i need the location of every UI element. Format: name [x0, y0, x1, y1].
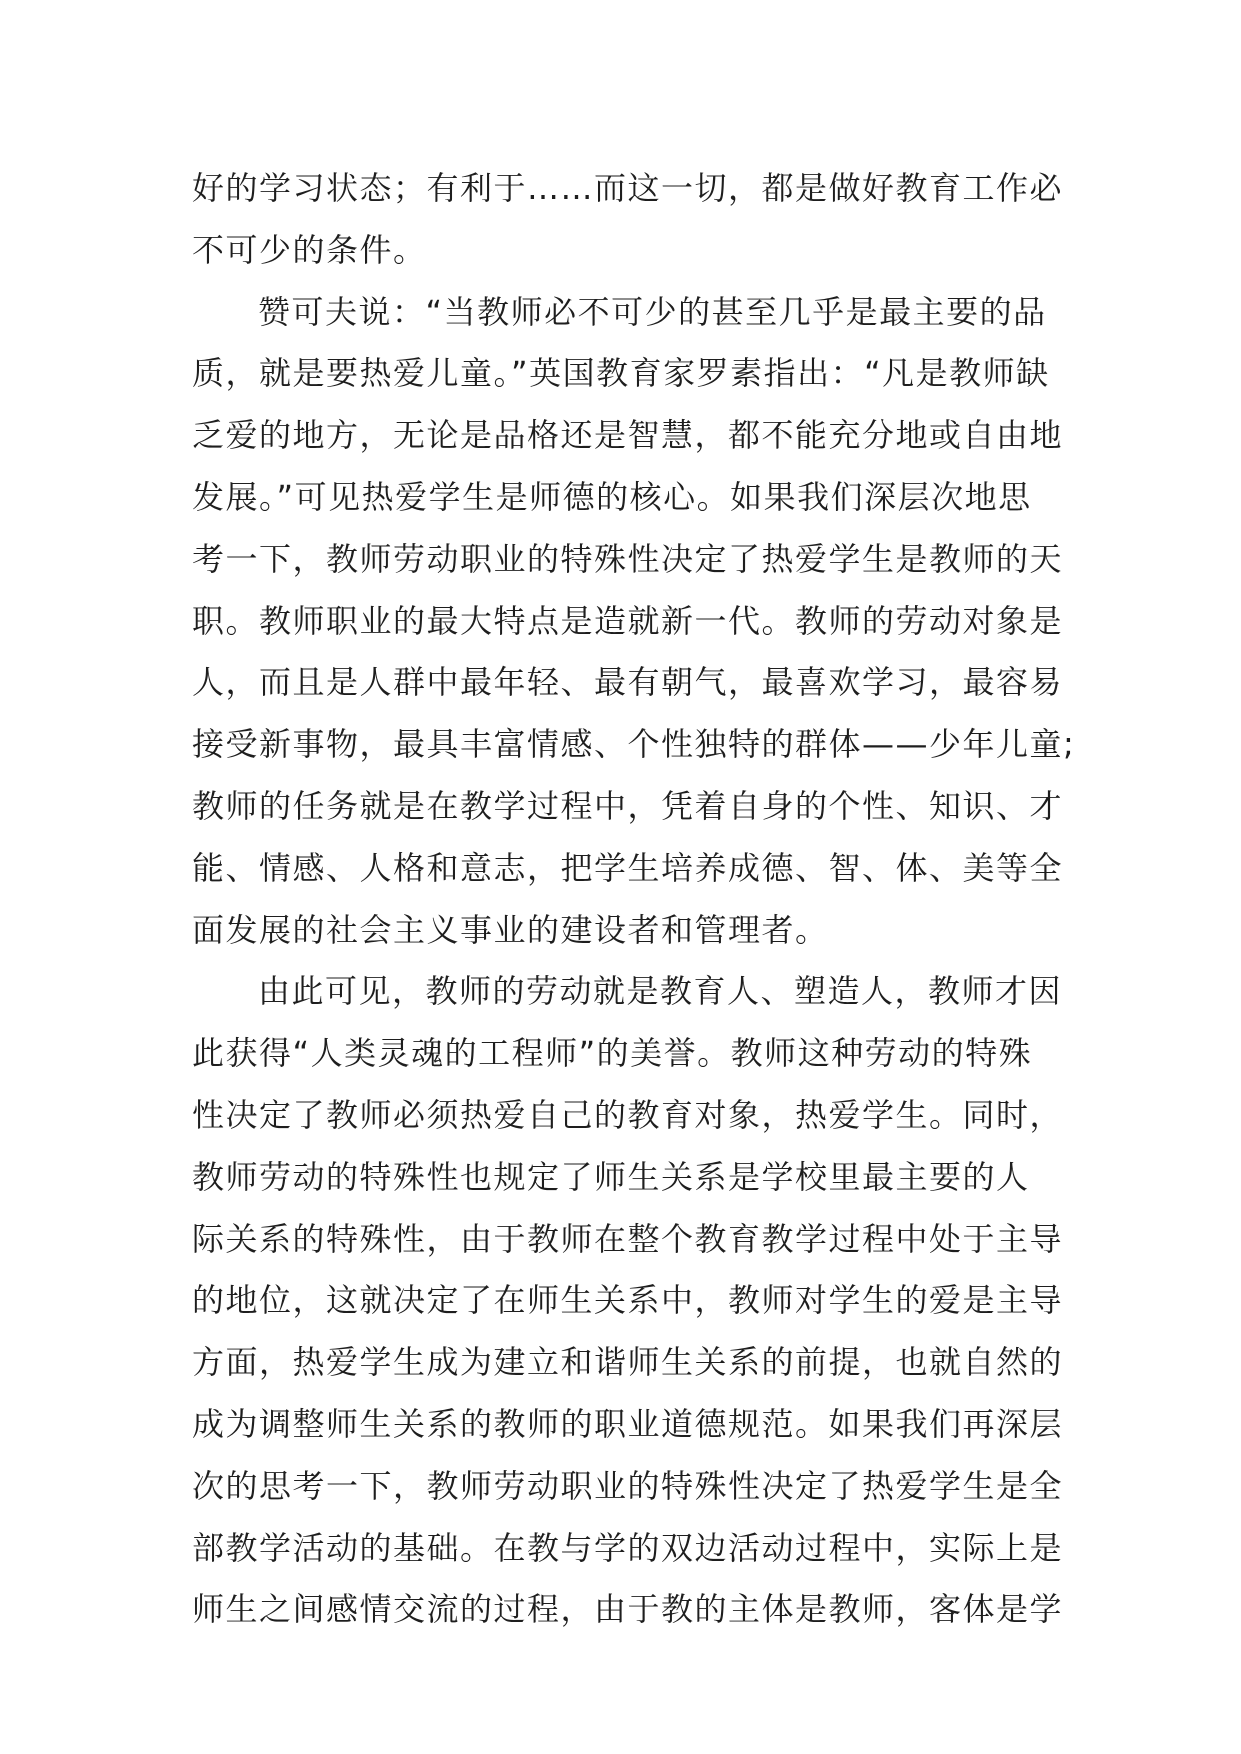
text-line: 乏爱的地方，无论是品格还是智慧，都不能充分地或自由地 [192, 416, 1064, 455]
text-line: 次的思考一下，教师劳动职业的特殊性决定了热爱学生是全 [192, 1466, 1064, 1505]
text-line: 质，就是要热爱儿童。”英国教育家罗素指出：“凡是教师缺 [192, 354, 1050, 393]
text-line: 部教学活动的基础。在教与学的双边活动过程中，实际上是 [192, 1528, 1064, 1567]
text-line: 由此可见，教师的劳动就是教育人、塑造人，教师才因 [258, 972, 1063, 1011]
text-line: 成为调整师生关系的教师的职业道德规范。如果我们再深层 [192, 1404, 1064, 1443]
text-line: 教师的任务就是在教学过程中，凭着自身的个性、知识、才 [192, 786, 1064, 825]
text-line: 面发展的社会主义事业的建设者和管理者。 [192, 910, 829, 949]
body-text [192, 158, 1076, 1641]
text-line: 赞可夫说：“当教师必不可少的甚至几乎是最主要的品 [258, 292, 1047, 331]
text-line: 接受新事物，最具丰富情感、个性独特的群体——少年儿童; [192, 725, 1076, 764]
text-line: 不可少的条件。 [192, 230, 427, 269]
text-line: 能、情感、人格和意志，把学生培养成德、智、体、美等全 [192, 848, 1064, 887]
text-line: 发展。”可见热爱学生是师德的核心。如果我们深层次地思 [192, 477, 1032, 516]
text-line: 人，而且是人群中最年轻、最有朝气，最喜欢学习，最容易 [192, 663, 1064, 702]
text-line: 此获得“人类灵魂的工程师”的美誉。教师这种劳动的特殊 [192, 1034, 1033, 1073]
text-line: 考一下，教师劳动职业的特殊性决定了热爱学生是教师的天 [192, 539, 1064, 578]
paragraph [192, 158, 1064, 282]
paragraph [192, 961, 1064, 1641]
text-line: 职。教师职业的最大特点是造就新一代。教师的劳动对象是 [192, 601, 1064, 640]
paragraph [192, 282, 1076, 962]
text-line: 好的学习状态；有利于……而这一切，都是做好教育工作必 [192, 169, 1064, 207]
text-line: 性决定了教师必须热爱自己的教育对象，热爱学生。同时， [192, 1095, 1064, 1134]
text-line: 际关系的特殊性，由于教师在整个教育教学过程中处于主导 [192, 1219, 1064, 1258]
text-line: 的地位，这就决定了在师生关系中，教师对学生的爱是主导 [192, 1281, 1064, 1320]
text-line: 师生之间感情交流的过程，由于教的主体是教师，客体是学 [192, 1590, 1064, 1629]
text-line: 教师劳动的特殊性也规定了师生关系是学校里最主要的人 [192, 1157, 1030, 1196]
text-line: 方面，热爱学生成为建立和谐师生关系的前提，也就自然的 [192, 1343, 1064, 1382]
